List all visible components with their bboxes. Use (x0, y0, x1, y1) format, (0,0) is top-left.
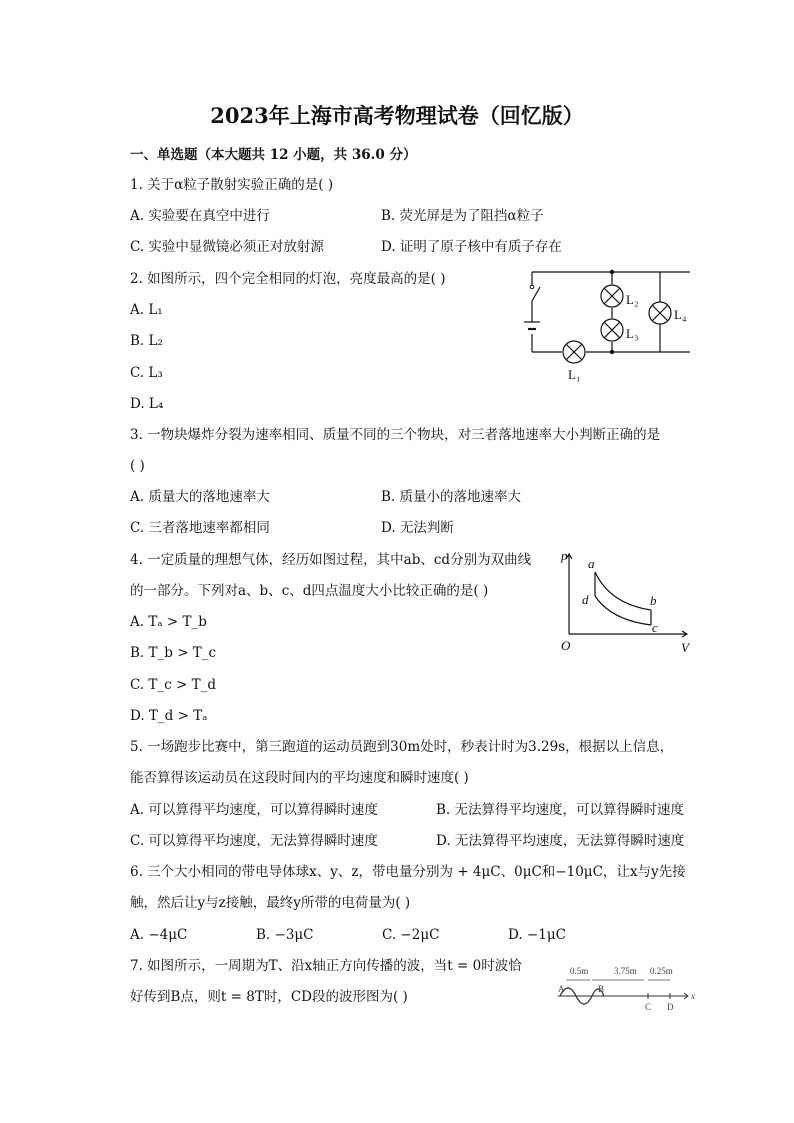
q5-option-c: C. 可以算得平均速度，无法算得瞬时速度 (130, 833, 378, 849)
q2-stem: 2. 如图所示，四个完全相同的灯泡，亮度最高的是( ) (130, 271, 446, 287)
point-b-label: B (598, 984, 605, 994)
point-a-label: A (558, 984, 565, 994)
q1-stem: 1. 关于α粒子散射实验正确的是( ) (130, 177, 334, 193)
dist-label-3: 0.25m (650, 966, 673, 976)
pv-diagram (555, 546, 700, 658)
circuit-diagram (510, 262, 700, 392)
q4-option-b: B. T_b > T_c (130, 645, 217, 661)
point-b: b (650, 593, 657, 608)
dist-label-1: 0.5m (570, 966, 589, 976)
q4-option-a: A. Tₐ > T_b (130, 614, 207, 630)
q2-option-a: A. L₁ (130, 302, 163, 318)
label-l3: L₃ (626, 326, 639, 341)
axis-x-label: x (691, 991, 695, 1001)
point-c-label: C (645, 1002, 652, 1012)
q6-option-a: A. −4μC (130, 927, 188, 943)
q6-option-b: B. −3μC (256, 927, 314, 943)
q3-option-a: A. 质量大的落地速率大 (130, 489, 270, 505)
q3-stem-line2: ( ) (130, 458, 145, 474)
q1-option-b: B. 荧光屏是为了阻挡α粒子 (381, 208, 544, 224)
q2-option-d: D. L₄ (130, 396, 164, 412)
label-l4: L₄ (674, 307, 687, 322)
q4-option-d: D. T_d > Tₐ (130, 708, 208, 724)
point-d-label: D (667, 1002, 674, 1012)
q3-option-b: B. 质量小的落地速率大 (381, 489, 522, 505)
axis-p: p (561, 548, 568, 563)
q7-stem-line1: 7. 如图所示，一周期为T、沿x轴正方向传播的波，当t = 0时波恰 (130, 958, 522, 974)
page-title: 2023年上海市高考物理试卷（回忆版） (210, 103, 584, 128)
q5-option-b: B. 无法算得平均速度，可以算得瞬时速度 (436, 802, 685, 818)
point-a: a (588, 556, 595, 571)
q3-option-c: C. 三者落地速率都相同 (130, 520, 270, 536)
q3-stem-line1: 3. 一物块爆炸分裂为速率相同、质量不同的三个物块，对三者落地速率大小判断正确的是 (130, 427, 661, 443)
q1-option-c: C. 实验中显微镜必须正对放射源 (130, 239, 324, 255)
q7-stem-line2: 好传到B点，则t = 8T时，CD段的波形图为( ) (130, 989, 408, 1005)
q4-stem-line2: 的一部分。下列对a、b、c、d四点温度大小比较正确的是( ) (130, 583, 489, 599)
q5-stem-line2: 能否算得该运动员在这段时间内的平均速度和瞬时速度( ) (130, 770, 469, 786)
q5-option-a: A. 可以算得平均速度，可以算得瞬时速度 (130, 802, 378, 818)
origin-o: O (561, 638, 571, 653)
q3-option-d: D. 无法判断 (381, 520, 454, 536)
label-l2: L₂ (626, 292, 639, 307)
q4-stem-line1: 4. 一定质量的理想气体，经历如图过程，其中ab、cd分别为双曲线 (130, 552, 532, 568)
q1-option-d: D. 证明了原子核中有质子存在 (381, 239, 562, 255)
section-heading: 一、单选题（本大题共 12 小题，共 36.0 分） (130, 147, 417, 163)
q2-option-c: C. L₃ (130, 365, 163, 381)
dist-label-2: 3.75m (614, 966, 637, 976)
q6-stem-line2: 触，然后让y与z接触，最终y所带的电荷量为( ) (130, 895, 411, 911)
wave-diagram (552, 960, 700, 1022)
q6-option-c: C. −2μC (382, 927, 440, 943)
q5-option-d: D. 无法算得平均速度，无法算得瞬时速度 (436, 833, 685, 849)
axis-v: V (681, 640, 689, 655)
q6-option-d: D. −1μC (508, 927, 566, 943)
point-d: d (582, 592, 589, 607)
label-l1: L₁ (568, 367, 581, 382)
q5-stem-line1: 5. 一场跑步比赛中，第三跑道的运动员跑到30m处时，秒表计时为3.29s，根据以上信息， (130, 739, 674, 755)
point-c: c (652, 620, 658, 635)
q4-option-c: C. T_c > T_d (130, 677, 217, 693)
q1-option-a: A. 实验要在真空中进行 (130, 208, 270, 224)
q6-stem-line1: 6. 三个大小相同的带电导体球x、y、z，带电量分别为 + 4μC、0μC和−10μC，让x与y先接 (130, 864, 686, 880)
q2-option-b: B. L₂ (130, 333, 163, 349)
